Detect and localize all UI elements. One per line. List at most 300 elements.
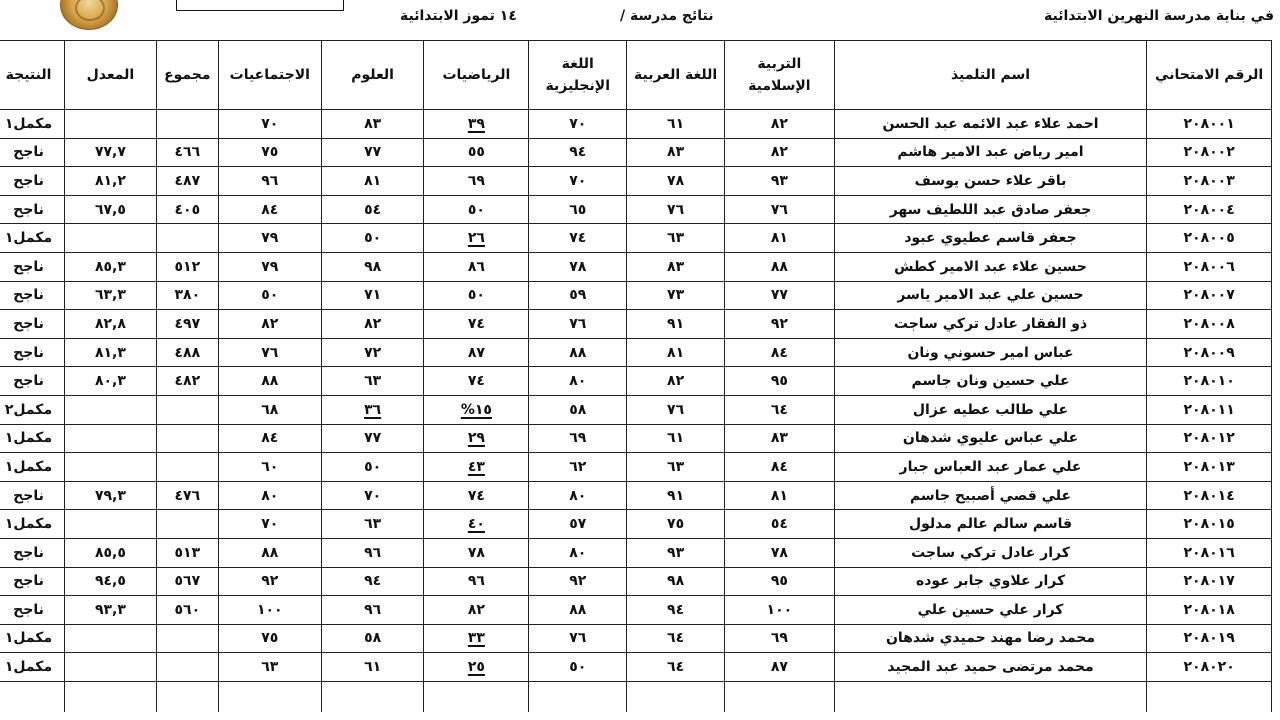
science-grade-cell-text: ٩٨ [364, 258, 382, 275]
english-grade-cell-text: ٧٨ [569, 258, 587, 275]
social-grade-cell [218, 310, 321, 339]
exam-number-cell-text: ٢٠٨٠٠٦ [1183, 258, 1235, 275]
result-cell-text: مكمل١ [4, 230, 53, 247]
math-grade-cell [424, 481, 529, 510]
science-grade-cell [321, 110, 424, 139]
student-name-cell-text: عباس امير حسوني ونان [907, 344, 1074, 361]
header-math: الرياضيات [424, 41, 529, 110]
islamic-grade-cell [724, 281, 834, 310]
social-grade-cell [218, 424, 321, 453]
total-cell-text: ٤٦٦ [174, 144, 201, 161]
student-name-cell [834, 538, 1147, 567]
exam-number-cell [1147, 195, 1272, 224]
social-grade-cell [218, 167, 321, 196]
math-grade-cell [424, 167, 529, 196]
islamic-grade-cell-text: ٨١ [770, 487, 788, 504]
social-grade-cell-text: ٦٣ [261, 659, 279, 676]
math-grade-cell-text: ٨٧ [467, 344, 485, 361]
science-grade-cell [321, 481, 424, 510]
table-header-row [0, 41, 1272, 110]
english-grade-cell [529, 281, 627, 310]
social-grade-cell-text: ٧٠ [261, 115, 279, 132]
student-name-cell [834, 338, 1147, 367]
exam-number-cell [1147, 338, 1272, 367]
islamic-grade-cell-text: ٨٢ [770, 115, 788, 132]
result-cell [0, 653, 65, 682]
total-cell [156, 624, 218, 653]
total-cell-text: ٥١٢ [174, 258, 201, 275]
result-cell-text: ناجح [13, 258, 44, 275]
exam-number-cell [1147, 510, 1272, 539]
english-grade-cell-text: ٦٥ [569, 201, 587, 218]
average-cell-text: ٦٧,٥ [94, 201, 126, 218]
english-grade-cell [529, 424, 627, 453]
islamic-grade-cell [724, 653, 834, 682]
empty-cell [0, 681, 65, 712]
science-grade-cell [321, 538, 424, 567]
student-name-cell [834, 367, 1147, 396]
exam-number-cell [1147, 596, 1272, 625]
empty-cell [529, 681, 627, 712]
total-cell [156, 367, 218, 396]
student-name-cell-text: باقر علاء حسن يوسف [914, 172, 1067, 189]
arabic-grade-cell [627, 453, 725, 482]
islamic-grade-cell [724, 138, 834, 167]
english-grade-cell-text: ٨٠ [569, 487, 587, 504]
math-grade-cell-text: ٨٦ [467, 258, 485, 275]
english-grade-cell-text: ٧٤ [569, 230, 587, 247]
english-grade-cell-text: ٥٠ [569, 659, 587, 676]
science-grade-cell-text: ٣٦ [364, 401, 382, 418]
english-grade-cell-text: ٥٩ [569, 287, 587, 304]
english-grade-cell [529, 453, 627, 482]
student-name-cell-text: علي طالب عطيه عزال [912, 401, 1069, 418]
total-cell [156, 538, 218, 567]
english-grade-cell [529, 510, 627, 539]
table-row [0, 653, 1272, 682]
total-cell [156, 395, 218, 424]
social-grade-cell [218, 538, 321, 567]
english-grade-cell [529, 596, 627, 625]
arabic-grade-cell-text: ٧٥ [667, 516, 685, 533]
table-row [0, 510, 1272, 539]
islamic-grade-cell [724, 510, 834, 539]
result-cell [0, 596, 65, 625]
average-cell [65, 338, 157, 367]
average-cell [65, 424, 157, 453]
total-cell [156, 224, 218, 253]
science-grade-cell [321, 138, 424, 167]
math-grade-cell-text: ٦٩ [467, 172, 485, 189]
math-grade-cell-text: ٧٤ [467, 315, 485, 332]
exam-number-cell [1147, 453, 1272, 482]
math-grade-cell-text: ٥٠ [467, 287, 485, 304]
emblem-logo-icon [60, 0, 118, 30]
math-grade-cell [424, 653, 529, 682]
science-grade-cell-text: ٦٣ [364, 373, 382, 390]
average-cell-text: ٦٣,٣ [94, 287, 126, 304]
exam-number-cell [1147, 310, 1272, 339]
social-grade-cell [218, 653, 321, 682]
average-cell [65, 224, 157, 253]
english-grade-cell-text: ٨٨ [569, 601, 587, 618]
science-grade-cell [321, 395, 424, 424]
results-heading: نتائج مدرسة / [620, 8, 714, 24]
science-grade-cell [321, 252, 424, 281]
exam-number-cell-text: ٢٠٨٠٠٤ [1183, 201, 1235, 218]
average-cell [65, 138, 157, 167]
exam-number-cell [1147, 138, 1272, 167]
student-name-cell-text: محمد مرتضى حميد عبد المجيد [887, 659, 1094, 676]
arabic-grade-cell [627, 367, 725, 396]
english-grade-cell [529, 567, 627, 596]
header-result: النتيجة [0, 41, 65, 110]
header-average: المعدل [65, 41, 157, 110]
total-cell-text: ٥٦٧ [174, 573, 201, 590]
student-name-cell [834, 252, 1147, 281]
total-cell-text: ٤٧٦ [174, 487, 201, 504]
exam-number-cell [1147, 367, 1272, 396]
average-cell [65, 310, 157, 339]
result-cell-text: ناجح [13, 573, 44, 590]
result-cell [0, 624, 65, 653]
exam-number-cell-text: ٢٠٨٠٠٩ [1183, 344, 1235, 361]
result-cell-text: ناجح [13, 172, 44, 189]
social-grade-cell-text: ٦٨ [261, 401, 279, 418]
math-grade-cell [424, 624, 529, 653]
empty-cell [1147, 681, 1272, 712]
arabic-grade-cell-text: ٦١ [667, 430, 685, 447]
islamic-grade-cell [724, 596, 834, 625]
result-cell [0, 167, 65, 196]
english-grade-cell [529, 310, 627, 339]
empty-cell [218, 681, 321, 712]
islamic-grade-cell [724, 195, 834, 224]
arabic-grade-cell [627, 224, 725, 253]
student-name-cell [834, 481, 1147, 510]
exam-number-cell [1147, 110, 1272, 139]
empty-cell [156, 681, 218, 712]
header-arabic: اللغة العربية [627, 41, 725, 110]
exam-number-cell-text: ٢٠٨٠٠٣ [1183, 172, 1235, 189]
exam-number-cell-text: ٢٠٨٠٠١ [1183, 115, 1235, 132]
social-grade-cell-text: ١٠٠ [256, 601, 283, 618]
total-cell-text: ٤٠٥ [174, 201, 201, 218]
science-grade-cell-text: ٥٨ [364, 630, 382, 647]
table-row [0, 624, 1272, 653]
result-cell-text: مكمل١ [4, 659, 53, 676]
math-grade-cell [424, 310, 529, 339]
header-total: مجموع [156, 41, 218, 110]
average-cell [65, 195, 157, 224]
average-cell [65, 624, 157, 653]
english-grade-cell [529, 195, 627, 224]
islamic-grade-cell-text: ٦٤ [770, 401, 788, 418]
english-grade-cell [529, 624, 627, 653]
total-cell [156, 653, 218, 682]
social-grade-cell [218, 110, 321, 139]
exam-number-cell [1147, 224, 1272, 253]
student-name-cell [834, 138, 1147, 167]
result-cell-text: ناجح [13, 315, 44, 332]
islamic-grade-cell-text: ٧٦ [770, 201, 788, 218]
islamic-grade-cell-text: ٩٥ [770, 573, 788, 590]
arabic-grade-cell-text: ٦٤ [667, 659, 685, 676]
science-grade-cell-text: ٧٢ [364, 344, 382, 361]
result-cell [0, 367, 65, 396]
english-grade-cell-text: ٧٦ [569, 315, 587, 332]
islamic-grade-cell [724, 224, 834, 253]
result-cell-text: ناجح [13, 201, 44, 218]
arabic-grade-cell [627, 481, 725, 510]
social-grade-cell-text: ٧٥ [261, 144, 279, 161]
science-grade-cell-text: ٦١ [364, 659, 382, 676]
total-cell-text: ٥٦٠ [174, 601, 201, 618]
social-grade-cell [218, 453, 321, 482]
result-cell [0, 338, 65, 367]
exam-number-cell [1147, 167, 1272, 196]
empty-cell [627, 681, 725, 712]
empty-cell [834, 681, 1147, 712]
average-cell-text: ٨١,٢ [94, 172, 126, 189]
results-table [0, 40, 1272, 712]
student-name-cell-text: علي عباس عليوي شدهان [902, 430, 1079, 447]
science-grade-cell-text: ٨١ [364, 172, 382, 189]
student-name-cell-text: علي قصي أصبيح جاسم [909, 487, 1072, 504]
science-grade-cell [321, 567, 424, 596]
table-row [0, 567, 1272, 596]
social-grade-cell [218, 510, 321, 539]
math-grade-cell [424, 567, 529, 596]
average-cell [65, 167, 157, 196]
math-grade-cell-text: ٥٠ [467, 201, 485, 218]
arabic-grade-cell [627, 395, 725, 424]
social-grade-cell [218, 481, 321, 510]
header-science: العلوم [321, 41, 424, 110]
science-grade-cell [321, 424, 424, 453]
science-grade-cell-text: ٩٦ [364, 544, 382, 561]
math-grade-cell [424, 395, 529, 424]
exam-number-cell [1147, 624, 1272, 653]
math-grade-cell [424, 510, 529, 539]
total-cell [156, 281, 218, 310]
arabic-grade-cell-text: ٧٣ [667, 287, 685, 304]
student-name-cell [834, 453, 1147, 482]
table-row [0, 481, 1272, 510]
islamic-grade-cell [724, 395, 834, 424]
total-cell [156, 424, 218, 453]
result-cell-text: ناجح [13, 373, 44, 390]
math-grade-cell [424, 110, 529, 139]
math-grade-cell-text: ٢٩ [467, 430, 485, 447]
student-name-cell-text: محمد رضا مهند حميدي شدهان [885, 630, 1096, 647]
exam-number-cell [1147, 481, 1272, 510]
english-grade-cell-text: ٩٤ [569, 144, 587, 161]
islamic-grade-cell [724, 567, 834, 596]
science-grade-cell [321, 195, 424, 224]
exam-number-cell [1147, 252, 1272, 281]
table-row [0, 252, 1272, 281]
student-name-cell [834, 510, 1147, 539]
arabic-grade-cell [627, 195, 725, 224]
math-grade-cell-text: ٢٦ [467, 230, 485, 247]
result-cell [0, 281, 65, 310]
english-grade-cell-text: ٨٠ [569, 373, 587, 390]
total-cell [156, 252, 218, 281]
social-grade-cell [218, 567, 321, 596]
exam-number-cell-text: ٢٠٨٠١٦ [1183, 544, 1235, 561]
exam-number-cell-text: ٢٠٨٠١٣ [1183, 458, 1235, 475]
student-name-cell [834, 395, 1147, 424]
average-cell [65, 367, 157, 396]
average-cell-text: ٨٥,٥ [94, 544, 126, 561]
total-cell-text: ٤٨٧ [174, 172, 201, 189]
arabic-grade-cell-text: ٩٨ [667, 573, 685, 590]
header-islamic: التربية الإسلامية [724, 41, 834, 110]
english-grade-cell-text: ٨٨ [569, 344, 587, 361]
exam-number-cell-text: ٢٠٨٠١٩ [1183, 630, 1235, 647]
science-grade-cell [321, 367, 424, 396]
islamic-grade-cell-text: ٥٤ [770, 516, 788, 533]
math-grade-cell [424, 367, 529, 396]
science-grade-cell [321, 653, 424, 682]
header-english: اللغة الإنجليزية [529, 41, 627, 110]
english-grade-cell-text: ٧٠ [569, 172, 587, 189]
student-name-cell-text: قاسم سالم عالم مدلول [909, 516, 1073, 533]
islamic-grade-cell [724, 110, 834, 139]
result-cell-text: ناجح [13, 287, 44, 304]
islamic-grade-cell [724, 624, 834, 653]
social-grade-cell [218, 138, 321, 167]
arabic-grade-cell-text: ٦٣ [667, 458, 685, 475]
student-name-cell-text: ذو الفقار عادل تركي ساجت [893, 315, 1088, 332]
result-cell [0, 252, 65, 281]
table-row [0, 167, 1272, 196]
islamic-grade-cell-text: ٨١ [770, 230, 788, 247]
result-cell-text: مكمل١ [4, 430, 53, 447]
total-cell [156, 481, 218, 510]
empty-cell [724, 681, 834, 712]
student-name-cell-text: كرار علاوي جابر عوده [915, 573, 1066, 590]
average-cell [65, 596, 157, 625]
student-name-cell-text: حسين علاء عبد الامير كطش [894, 258, 1087, 275]
student-name-cell [834, 596, 1147, 625]
social-grade-cell-text: ٧٦ [261, 344, 279, 361]
result-cell-text: مكمل٢ [4, 401, 53, 418]
science-grade-cell-text: ٧٧ [364, 430, 382, 447]
math-grade-cell [424, 538, 529, 567]
table-row [0, 195, 1272, 224]
exam-number-cell-text: ٢٠٨٠١٥ [1183, 516, 1235, 533]
total-cell-text: ٤٨٢ [174, 373, 201, 390]
total-cell [156, 596, 218, 625]
student-name-cell [834, 310, 1147, 339]
arabic-grade-cell-text: ٧٦ [667, 401, 685, 418]
english-grade-cell [529, 110, 627, 139]
math-grade-cell-text: ١٥% [460, 401, 492, 418]
table-row [0, 453, 1272, 482]
english-grade-cell [529, 138, 627, 167]
student-name-cell [834, 195, 1147, 224]
arabic-grade-cell-text: ٨٣ [667, 258, 685, 275]
islamic-grade-cell-text: ٨٢ [770, 144, 788, 161]
total-cell-text: ٤٩٧ [174, 315, 201, 332]
social-grade-cell-text: ٨٨ [261, 373, 279, 390]
math-grade-cell [424, 195, 529, 224]
islamic-grade-cell-text: ٩٣ [770, 172, 788, 189]
social-grade-cell [218, 252, 321, 281]
header-student-name: اسم التلميذ [834, 41, 1147, 110]
social-grade-cell [218, 596, 321, 625]
table-row [0, 395, 1272, 424]
student-name-cell [834, 653, 1147, 682]
arabic-grade-cell [627, 110, 725, 139]
student-name-cell [834, 624, 1147, 653]
total-cell [156, 567, 218, 596]
table-row [0, 110, 1272, 139]
result-cell-text: ناجح [13, 344, 44, 361]
english-grade-cell [529, 338, 627, 367]
student-name-cell-text: امير رياض عبد الامير هاشم [897, 144, 1084, 161]
islamic-grade-cell-text: ١٠٠ [766, 601, 793, 618]
arabic-grade-cell-text: ٩٤ [667, 601, 685, 618]
english-grade-cell [529, 252, 627, 281]
exam-number-cell-text: ٢٠٨٠١٧ [1183, 573, 1235, 590]
total-cell-text: ٤٨٨ [174, 344, 201, 361]
exam-number-cell [1147, 567, 1272, 596]
exam-number-cell-text: ٢٠٨٠١٠ [1183, 373, 1235, 390]
average-cell [65, 281, 157, 310]
total-cell [156, 510, 218, 539]
average-cell [65, 252, 157, 281]
date-heading: ١٤ تموز الابتدائية [400, 8, 517, 24]
result-cell [0, 310, 65, 339]
result-cell-text: مكمل١ [4, 630, 53, 647]
arabic-grade-cell [627, 338, 725, 367]
social-grade-cell-text: ٧٩ [261, 230, 279, 247]
science-grade-cell-text: ٨٢ [364, 315, 382, 332]
total-cell [156, 338, 218, 367]
social-grade-cell-text: ٩٦ [261, 172, 279, 189]
result-cell [0, 510, 65, 539]
math-grade-cell-text: ٩٦ [467, 573, 485, 590]
arabic-grade-cell-text: ٦١ [667, 115, 685, 132]
table-row [0, 138, 1272, 167]
math-grade-cell [424, 338, 529, 367]
student-name-cell [834, 167, 1147, 196]
result-cell [0, 567, 65, 596]
science-grade-cell-text: ٧١ [364, 287, 382, 304]
islamic-grade-cell [724, 538, 834, 567]
student-name-cell-text: كرار عادل تركي ساجت [911, 544, 1070, 561]
average-cell-text: ٨٢,٨ [94, 315, 126, 332]
english-grade-cell [529, 395, 627, 424]
science-grade-cell-text: ٥٤ [364, 201, 382, 218]
student-name-cell-text: احمد علاء عبد الائمه عبد الحسن [882, 115, 1099, 132]
result-cell-text: مكمل١ [4, 516, 53, 533]
english-grade-cell-text: ٧٦ [569, 630, 587, 647]
average-cell [65, 538, 157, 567]
average-cell-text: ٧٧,٧ [94, 144, 126, 161]
empty-cell [424, 681, 529, 712]
math-grade-cell-text: ٧٤ [467, 373, 485, 390]
islamic-grade-cell [724, 310, 834, 339]
english-grade-cell-text: ٥٨ [569, 401, 587, 418]
student-name-cell-text: حسين علي عبد الامير ياسر [897, 287, 1084, 304]
arabic-grade-cell-text: ٧٨ [667, 172, 685, 189]
exam-number-cell-text: ٢٠٨٠١٤ [1183, 487, 1235, 504]
social-grade-cell [218, 395, 321, 424]
